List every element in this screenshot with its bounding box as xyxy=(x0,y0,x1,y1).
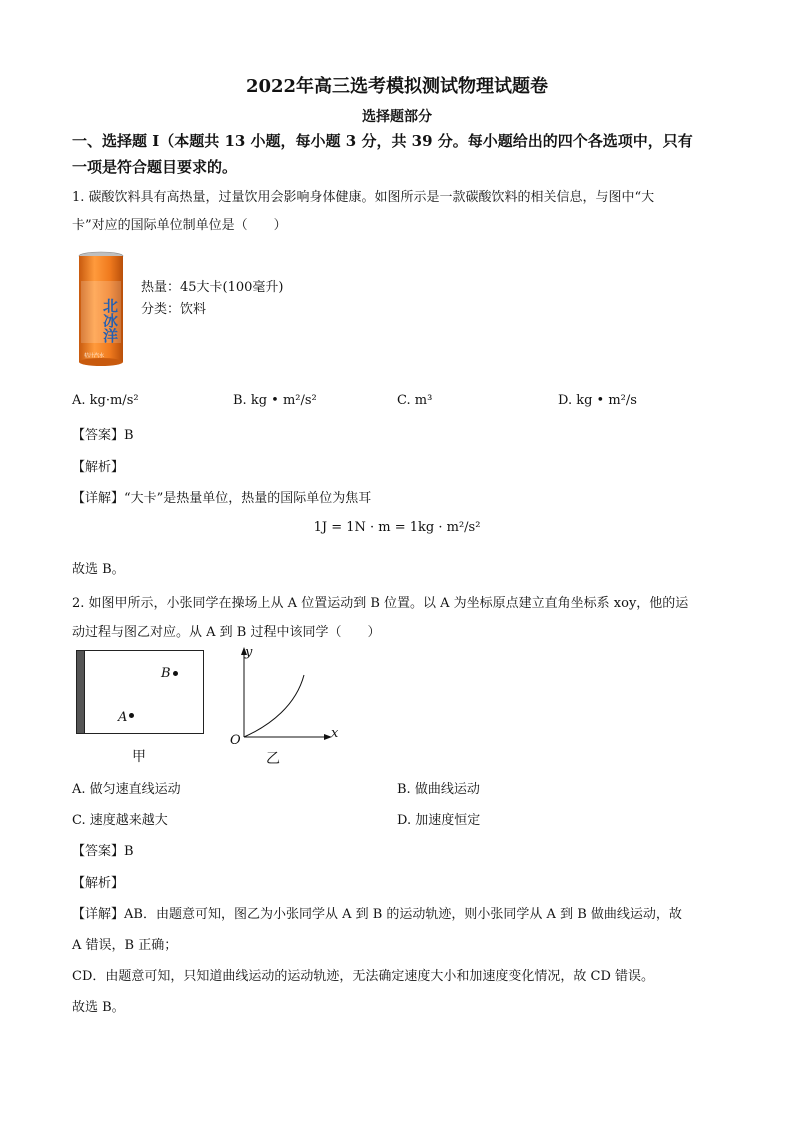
detail-tag: 【详解】 xyxy=(72,491,125,506)
q2-answer-row xyxy=(72,840,134,859)
q1-info-calories: 热量：45大卡(100毫升) xyxy=(141,280,284,295)
point-b-dot xyxy=(173,671,178,676)
q2-option-a: A. 做匀速直线运动 xyxy=(72,782,181,797)
x-axis-label: x xyxy=(331,726,339,741)
q1-analysis-tag: 【解析】 xyxy=(72,460,125,475)
q1-detail-row xyxy=(72,487,371,506)
y-axis-label: y xyxy=(245,645,253,660)
q2-detail-row xyxy=(72,903,682,922)
q1-option-b: B. kg • m²/s² xyxy=(233,393,317,408)
section-heading-line2: 一项是符合题目要求的。 xyxy=(72,158,238,176)
section-heading-line1: 一、选择题 I（本题共 13 小题，每小题 3 分，共 39 分。每小题给出的四个各选项中，只有 xyxy=(72,132,693,150)
q1-option-d: D. kg • m²/s xyxy=(558,393,637,408)
q1-stem-line1: 1. 碳酸饮料具有高热量，过量饮用会影响身体健康。如图所示是一款碳酸饮料的相关信息，与图中“大 xyxy=(72,190,655,205)
can-brand-text: 北冰洋 xyxy=(101,297,119,343)
page-title: 2022年高三选考模拟测试物理试题卷 xyxy=(245,76,549,97)
q2-detail-line3: CD．由题意可知，只知道曲线运动的运动轨迹，无法确定速度大小和加速度变化情况，故 CD 错误。 xyxy=(72,969,655,984)
q2-conclusion: 故选 B。 xyxy=(72,1000,125,1015)
field-diagram-box xyxy=(76,650,204,734)
trajectory-graph xyxy=(226,645,346,745)
q2-answer: B xyxy=(124,844,134,859)
q1-equation: 1J = 1N · m = 1kg · m²/s² xyxy=(313,520,481,535)
detail-tag: 【详解】 xyxy=(72,907,125,922)
q1-option-c: C. m³ xyxy=(397,393,433,408)
q1-answer: B xyxy=(124,428,134,443)
q2-analysis-tag: 【解析】 xyxy=(72,876,125,891)
q1-stem-line2: 卡”对应的国际单位制单位是（ ） xyxy=(72,218,287,233)
can-small-text: 桔汁汽水 xyxy=(84,353,105,359)
q2-option-d: D. 加速度恒定 xyxy=(397,813,481,828)
answer-tag: 【答案】 xyxy=(72,844,125,859)
point-b-label: B xyxy=(161,666,171,681)
origin-label: O xyxy=(230,733,241,748)
field-wall xyxy=(76,650,85,734)
q1-detail-text: “大卡”是热量单位，热量的国际单位为焦耳 xyxy=(124,491,372,506)
point-a-dot xyxy=(129,713,134,718)
q2-option-b: B. 做曲线运动 xyxy=(397,782,480,797)
point-a-label: A xyxy=(118,710,128,725)
section-subtitle: 选择题部分 xyxy=(362,109,432,125)
q2-stem-line2: 动过程与图乙对应。从 A 到 B 过程中该同学（ ） xyxy=(72,625,381,640)
q2-stem-line1: 2. 如图甲所示，小张同学在操场上从 A 位置运动到 B 位置。以 A 为坐标原点建立直角坐标系 xoy，他的运 xyxy=(72,596,689,611)
q2-detail-line1: AB．由题意可知，图乙为小张同学从 A 到 B 的运动轨迹，则小张同学从 A 到 B 做曲线运动，故 xyxy=(124,907,682,922)
answer-tag: 【答案】 xyxy=(72,428,125,443)
q2-detail-line2: A 错误，B 正确； xyxy=(72,938,178,953)
q1-answer-row xyxy=(72,424,134,443)
q1-conclusion: 故选 B。 xyxy=(72,562,125,577)
q1-info-category: 分类：饮料 xyxy=(141,302,207,317)
q2-option-c: C. 速度越来越大 xyxy=(72,813,168,828)
figure-b-caption: 乙 xyxy=(266,751,280,767)
figure-a-caption: 甲 xyxy=(132,749,146,765)
q1-option-a: A. kg·m/s² xyxy=(72,393,139,408)
